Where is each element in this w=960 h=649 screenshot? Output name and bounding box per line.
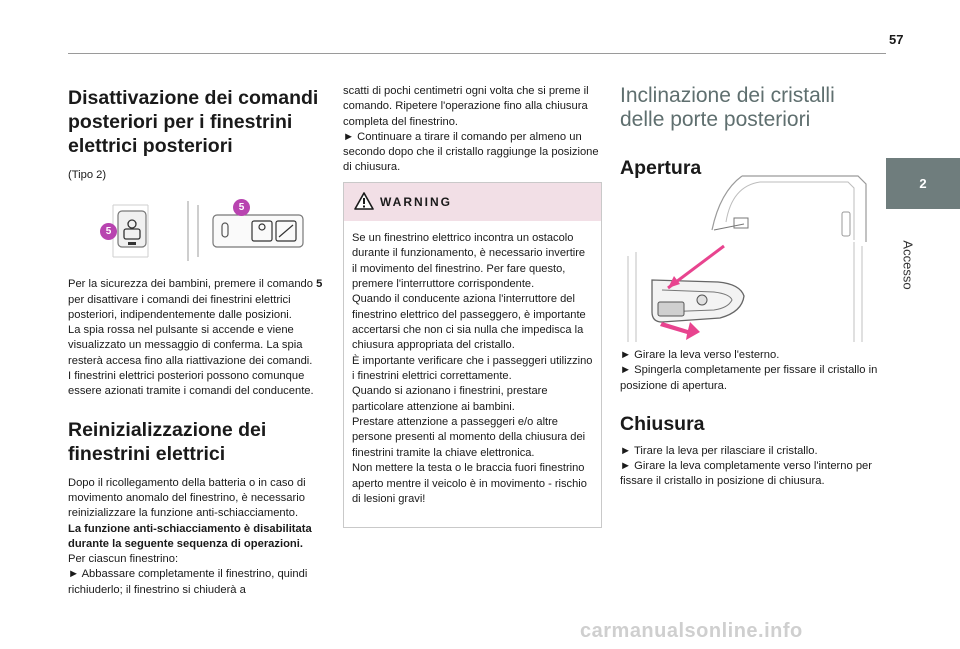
warning-header	[344, 183, 601, 221]
para-each-window: Per ciascun finestrino:	[68, 553, 179, 566]
para-indicator: La spia rossa nel pulsante si accende e viene visualizzato un messaggio di conferma. La spia resterà accesa fino alla riattivazione dei comandi.	[68, 324, 313, 367]
para-safety	[68, 277, 328, 323]
open-step-2: ► Spingerla completamente per fissare il cristallo in posizione di apertura.	[620, 364, 878, 392]
subtype-label: (Tipo 2)	[68, 169, 107, 181]
para-anti-pinch: La funzione anti-schiacciamento è disabilitata durante la seguente sequenza di operazioni.	[68, 522, 312, 550]
switch-figure	[68, 195, 328, 267]
header-rule	[68, 53, 886, 54]
warning-driver-switch: Quando il conducente aziona l'interruttore del finestrino elettrico del passeggero, è importante accertarsi che non ci sia nulla che impedisca la chiusura appropriata del cristallo.	[352, 293, 586, 352]
warning-children: Quando si azionano i finestrini, prestare particolare attenzione ai bambini.	[352, 385, 548, 413]
warning-remote-close: Prestare attenzione a passeggeri e/o altre persone presenti al momento della chiusura dei finestrini tramite la chiave elettronica.	[352, 416, 586, 459]
para-driver: I finestrini elettrici posteriori possono comunque essere azionati tramite i comandi del conducente.	[68, 370, 314, 398]
callout-badge-a: 5	[100, 223, 117, 240]
chapter-label-text: Accesso	[900, 240, 916, 290]
para-step-lower: ► Abbassare completamente il finestrino, quindi richiuderlo; il finestrino si chiuderà a	[68, 568, 308, 596]
column-3-text	[620, 348, 882, 490]
page-number: 57	[889, 32, 904, 47]
para-step-pull: ► Continuare a tirare il comando per almeno un secondo dopo che il cristallo raggiunge la posizione di chiusura.	[343, 130, 599, 174]
section-heading-reinit: Reinizializzazione dei finestrini elettrici	[68, 418, 267, 465]
chapter-label	[888, 215, 928, 315]
rear-window-figure	[622, 172, 870, 342]
para-reinit: Dopo il ricollegamento della batteria o in caso di movimento anomalo del finestrino, è necessario reinizializzare la funzione anti-schiacciamento.	[68, 476, 306, 520]
callout-badge-b: 5	[233, 199, 250, 216]
warning-box	[343, 182, 602, 528]
subheading-open: Apertura	[620, 157, 702, 179]
para-safety-b: per disattivare i comandi dei finestrini elettrici posteriori, indipendentemente dalle posizioni.	[68, 293, 292, 321]
section-heading-tilt: Inclinazione dei cristalli delle porte posteriori	[620, 84, 835, 131]
close-step-1: ► Tirare la leva per rilasciare il cristallo.	[620, 444, 818, 457]
rear-window-illustration	[622, 172, 870, 342]
chapter-tab[interactable]: 2	[886, 158, 960, 209]
para-continue: scatti di pochi centimetri ogni volta che si preme il comando. Ripetere l'operazione fino alla chiusura completa del finestrino.	[343, 85, 589, 128]
column-3	[620, 84, 882, 180]
open-step-1: ► Girare la leva verso l'esterno.	[620, 349, 780, 361]
warning-title: WARNING	[380, 195, 452, 209]
watermark: carmanualsonline.info	[580, 620, 803, 642]
section-heading-disable: Disattivazione dei comandi posteriori per i finestrini elettrici posteriori	[68, 87, 319, 157]
warning-body	[344, 221, 601, 507]
column-2	[343, 84, 601, 176]
warning-obstacle: Se un finestrino elettrico incontra un ostacolo durante il funzionamento, è necessario invertire il movimento del finestrino. Per fare questo, premere l'interruttore corrispondente.	[352, 232, 586, 291]
warning-head-arms: Non mettere la testa o le braccia fuori finestrino aperto mentre il veicolo è in movimento - rischio di lesioni gravi!	[352, 462, 587, 505]
column-1	[68, 86, 328, 598]
warning-passengers: È importante verificare che i passeggeri utilizzino i finestrini elettrici correttamente.	[352, 354, 593, 383]
close-step-2: ► Girare la leva completamente verso l'interno per fissare il cristallo in posizione di chiusura.	[620, 460, 872, 488]
subheading-close: Chiusura	[620, 412, 705, 435]
warning-icon	[354, 192, 374, 210]
para-safety-bold: 5	[316, 278, 323, 291]
para-safety-a: Per la sicurezza dei bambini, premere il comando	[68, 278, 317, 291]
